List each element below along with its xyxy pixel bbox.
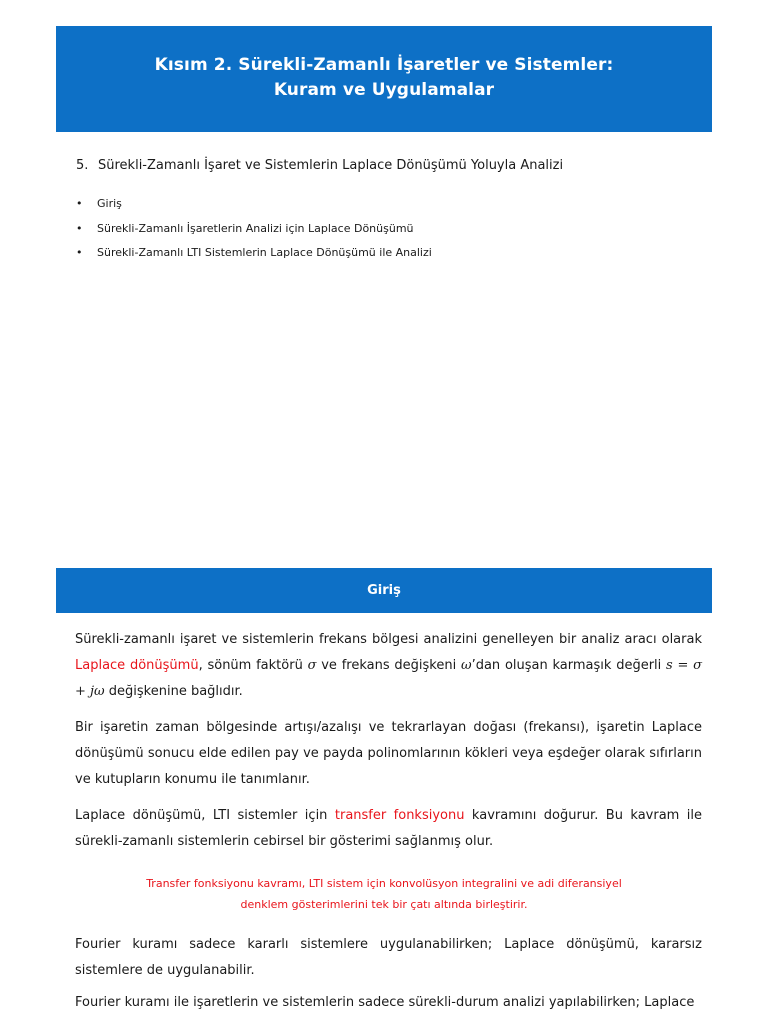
topic-item-signal-analysis [76, 221, 432, 237]
omega-symbol: ω [460, 658, 472, 673]
chapter-title-line2: Kuram ve Uygulamalar [273, 80, 495, 100]
bullet-marker: • [76, 197, 83, 210]
topic-label: Giriş [97, 197, 122, 210]
giris-title: Giriş [367, 583, 401, 598]
paragraph-poles-zeros: Bir işaretin zaman bölgesinde artışı/azalışı ve tekrarlayan doğası (frekansı), işaretin Laplace dönüşümü sonucu elde edilen pay ve payda polinomlarının kökleri veya eşdeğer olarak sıfırların ve kutupların konumu ile tanımlanır. [75, 720, 702, 787]
topic-list [76, 196, 432, 270]
paragraph-fourier-stability: Fourier kuramı sadece kararlı sistemlere uygulanabilirken; Laplace dönüşümü, kararsız sistemlere de uygulanabilir. [75, 937, 702, 978]
term-transfer-function: transfer fonksiyonu [334, 808, 465, 823]
term-laplace: Laplace dönüşümü [75, 658, 199, 673]
paragraph-transfer-function [75, 803, 702, 855]
paragraph-laplace-intro [75, 627, 702, 705]
paragraph-text: ’dan oluşan karmaşık değerli [471, 658, 667, 673]
paragraph-fourier-steady-state: Fourier kuramı ile işaretlerin ve sistemlerin sadece sürekli-durum analizi yapılabilirken; Laplace [75, 995, 695, 1010]
callout-line2: denklem gösterimlerini tek bir çatı altında birleştirir. [240, 898, 528, 911]
giris-banner [56, 568, 712, 613]
paragraph-text: kavramını doğurur. Bu kavram ile sürekli-zamanlı sistemlerin cebirsel bir gösterimi sağlanmış olur. [75, 808, 703, 849]
complex-variable-formula: s = σ + jω [75, 658, 703, 699]
paragraph-text: Laplace dönüşümü, LTI sistemler için [75, 808, 335, 823]
paragraph-text: ve frekans değişkeni [316, 658, 461, 673]
topic-label: Sürekli-Zamanlı LTI Sistemlerin Laplace Dönüşümü ile Analizi [97, 246, 432, 259]
section-title: Sürekli-Zamanlı İşaret ve Sistemlerin Laplace Dönüşümü Yoluyla Analizi [98, 158, 564, 173]
chapter-title-line1: Kısım 2. Sürekli-Zamanlı İşaretler ve Sistemler: [154, 55, 614, 75]
bullet-marker: • [76, 221, 83, 235]
chapter-title-banner [56, 26, 712, 132]
topic-item-giris [76, 196, 432, 212]
highlight-callout [56, 873, 712, 915]
bullet-marker: • [76, 246, 83, 259]
topic-item-lti-analysis [76, 245, 432, 261]
callout-line1: Transfer fonksiyonu kavramı, LTI sistem için konvolüsyon integralini ve adi diferansiyel [146, 877, 622, 890]
paragraph-text: değişkenine bağlıdır. [104, 684, 243, 699]
section-heading [76, 157, 563, 175]
sigma-symbol: σ [307, 658, 317, 673]
section-number: 5. [76, 158, 89, 173]
paragraph-text: Sürekli-zamanlı işaret ve sistemlerin frekans bölgesi analizini genelleyen bir analiz aracı olarak [75, 632, 702, 647]
topic-label: Sürekli-Zamanlı İşaretlerin Analizi için Laplace Dönüşümü [97, 221, 414, 235]
paragraph-text: , sönüm faktörü [198, 658, 308, 673]
